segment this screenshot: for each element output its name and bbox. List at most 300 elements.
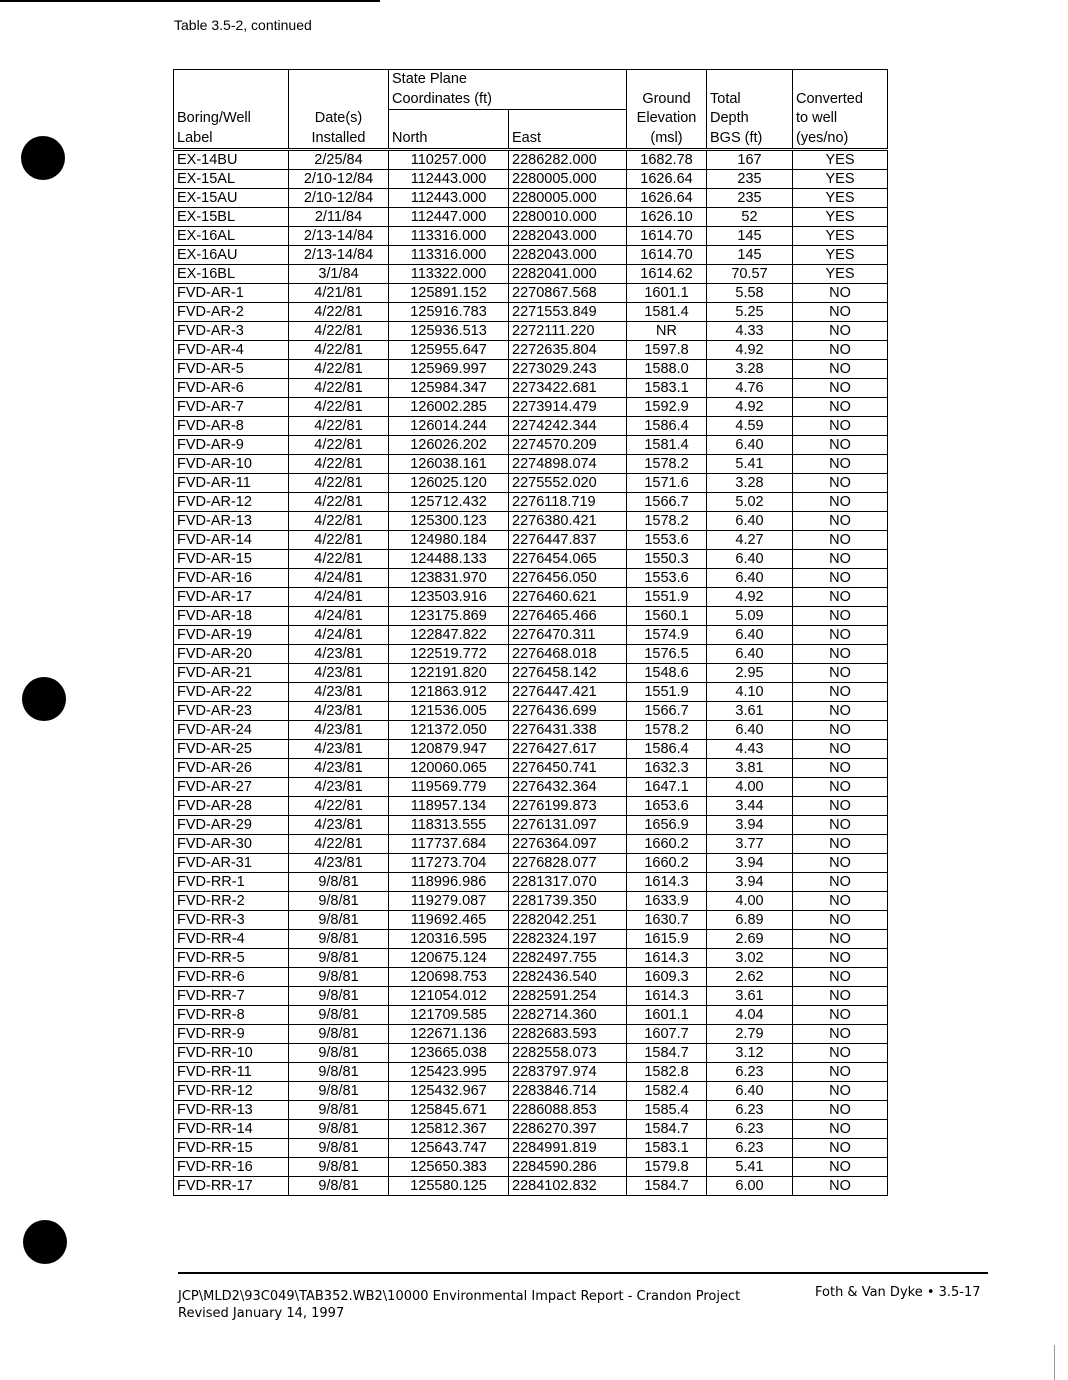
table-row [174,968,888,987]
cell-north: 119569.779 [389,778,509,797]
cell-date: 9/8/81 [289,873,389,892]
cell-north: 124980.184 [389,531,509,550]
cell-elevation: 1614.3 [627,873,707,892]
cell-north: 118313.555 [389,816,509,835]
cell-date: 4/23/81 [289,683,389,702]
cell-east: 2276364.097 [509,835,627,854]
cell-converted: NO [793,569,888,588]
cell-depth: 3.28 [707,474,793,493]
cell-converted: NO [793,1063,888,1082]
cell-north: 126025.120 [389,474,509,493]
cell-date: 4/24/81 [289,569,389,588]
cell-label: FVD-AR-15 [174,550,289,569]
cell-depth: 3.94 [707,816,793,835]
cell-east: 2276828.077 [509,854,627,873]
footer-page-number: Foth & Van Dyke • 3.5-17 [815,1285,981,1300]
cell-east: 2276118.719 [509,493,627,512]
cell-depth: 3.61 [707,987,793,1006]
table-body [174,150,888,1196]
cell-converted: NO [793,1139,888,1158]
cell-converted: NO [793,493,888,512]
punch-hole [23,1220,67,1264]
cell-depth: 6.40 [707,436,793,455]
cell-converted: YES [793,208,888,227]
cell-depth: 5.58 [707,284,793,303]
cell-date: 4/22/81 [289,531,389,550]
cell-converted: YES [793,227,888,246]
cell-elevation: 1586.4 [627,740,707,759]
cell-converted: NO [793,702,888,721]
table-row [174,626,888,645]
cell-converted: NO [793,417,888,436]
table-row [174,569,888,588]
cell-north: 118996.986 [389,873,509,892]
table-row [174,1158,888,1177]
cell-elevation: 1633.9 [627,892,707,911]
cell-label: FVD-AR-27 [174,778,289,797]
table-row [174,1082,888,1101]
cell-elevation: 1614.3 [627,949,707,968]
table-row [174,645,888,664]
cell-north: 120060.065 [389,759,509,778]
cell-label: FVD-AR-5 [174,360,289,379]
cell-elevation: 1574.9 [627,626,707,645]
cell-depth: 4.92 [707,398,793,417]
cell-converted: NO [793,474,888,493]
cell-date: 4/22/81 [289,550,389,569]
cell-elevation: 1592.9 [627,398,707,417]
cell-depth: 5.09 [707,607,793,626]
cell-date: 9/8/81 [289,949,389,968]
cell-label: FVD-AR-19 [174,626,289,645]
cell-east: 2276427.617 [509,740,627,759]
cell-label: FVD-AR-11 [174,474,289,493]
table-row [174,1063,888,1082]
cell-label: EX-15BL [174,208,289,227]
cell-elevation: 1551.9 [627,683,707,702]
cell-north: 120316.595 [389,930,509,949]
cell-converted: NO [793,607,888,626]
cell-converted: NO [793,1082,888,1101]
cell-north: 117273.704 [389,854,509,873]
cell-elevation: 1582.4 [627,1082,707,1101]
header-boring-well-label: Boring/Well Label [174,70,289,150]
cell-depth: 4.76 [707,379,793,398]
header-east: East [509,110,627,150]
cell-east: 2272111.220 [509,322,627,341]
cell-label: FVD-AR-17 [174,588,289,607]
table-row [174,740,888,759]
cell-north: 125580.125 [389,1177,509,1196]
table-row [174,208,888,227]
cell-label: FVD-AR-29 [174,816,289,835]
punch-hole [21,136,65,180]
cell-east: 2276468.018 [509,645,627,664]
cell-east: 2282714.360 [509,1006,627,1025]
cell-date: 4/22/81 [289,303,389,322]
table-row [174,911,888,930]
cell-north: 122519.772 [389,645,509,664]
cell-label: EX-16AU [174,246,289,265]
cell-elevation: 1653.6 [627,797,707,816]
cell-date: 4/22/81 [289,360,389,379]
cell-depth: 3.44 [707,797,793,816]
cell-depth: 6.23 [707,1139,793,1158]
cell-east: 2280005.000 [509,170,627,189]
cell-north: 113316.000 [389,227,509,246]
cell-north: 113316.000 [389,246,509,265]
cell-depth: 6.40 [707,1082,793,1101]
cell-depth: 4.33 [707,322,793,341]
cell-date: 9/8/81 [289,1139,389,1158]
cell-east: 2276199.873 [509,797,627,816]
top-edge-rule [0,0,380,2]
cell-north: 112443.000 [389,170,509,189]
cell-north: 121372.050 [389,721,509,740]
cell-east: 2286270.397 [509,1120,627,1139]
cell-date: 2/10-12/84 [289,170,389,189]
cell-label: FVD-AR-28 [174,797,289,816]
cell-label: FVD-AR-16 [174,569,289,588]
cell-north: 125969.997 [389,360,509,379]
table-row [174,284,888,303]
cell-elevation: 1579.8 [627,1158,707,1177]
cell-depth: 4.04 [707,1006,793,1025]
cell-north: 125845.671 [389,1101,509,1120]
cell-depth: 6.23 [707,1101,793,1120]
table-row [174,322,888,341]
table-row [174,303,888,322]
cell-north: 125432.967 [389,1082,509,1101]
cell-elevation: 1571.6 [627,474,707,493]
cell-east: 2281317.070 [509,873,627,892]
cell-east: 2273422.681 [509,379,627,398]
cell-date: 4/23/81 [289,759,389,778]
cell-north: 122847.822 [389,626,509,645]
header-total-depth: Total Depth BGS (ft) [707,70,793,150]
table-row [174,474,888,493]
cell-depth: 6.40 [707,569,793,588]
cell-depth: 235 [707,189,793,208]
cell-label: FVD-RR-14 [174,1120,289,1139]
table-caption: Table 3.5-2, continued [174,17,312,33]
cell-elevation: 1609.3 [627,968,707,987]
cell-east: 2272635.804 [509,341,627,360]
table-row [174,227,888,246]
table-row [174,493,888,512]
cell-date: 2/25/84 [289,150,389,170]
cell-north: 122191.820 [389,664,509,683]
table-row [174,455,888,474]
cell-elevation: 1682.78 [627,150,707,170]
cell-north: 112447.000 [389,208,509,227]
cell-converted: NO [793,398,888,417]
cell-elevation: 1581.4 [627,436,707,455]
cell-elevation: 1585.4 [627,1101,707,1120]
cell-east: 2274242.344 [509,417,627,436]
cell-north: 120879.947 [389,740,509,759]
table-row [174,1139,888,1158]
cell-east: 2282324.197 [509,930,627,949]
cell-east: 2273914.479 [509,398,627,417]
cell-converted: NO [793,892,888,911]
cell-depth: 2.95 [707,664,793,683]
cell-label: FVD-AR-30 [174,835,289,854]
cell-north: 121709.585 [389,1006,509,1025]
cell-date: 4/22/81 [289,341,389,360]
cell-north: 125712.432 [389,493,509,512]
cell-depth: 4.43 [707,740,793,759]
cell-north: 123503.916 [389,588,509,607]
cell-date: 4/23/81 [289,816,389,835]
footer-left [178,1288,740,1322]
cell-date: 9/8/81 [289,1120,389,1139]
cell-east: 2284991.819 [509,1139,627,1158]
cell-converted: NO [793,1044,888,1063]
cell-depth: 5.25 [707,303,793,322]
cell-converted: YES [793,246,888,265]
cell-label: EX-16AL [174,227,289,246]
cell-converted: NO [793,531,888,550]
cell-elevation: 1626.64 [627,189,707,208]
cell-east: 2276450.741 [509,759,627,778]
table-row [174,170,888,189]
cell-converted: NO [793,1158,888,1177]
cell-elevation: 1647.1 [627,778,707,797]
cell-elevation: 1566.7 [627,493,707,512]
cell-converted: NO [793,284,888,303]
table-row [174,816,888,835]
table-row [174,265,888,284]
cell-label: FVD-AR-1 [174,284,289,303]
cell-date: 4/23/81 [289,645,389,664]
table-row [174,246,888,265]
cell-elevation: 1576.5 [627,645,707,664]
cell-converted: NO [793,455,888,474]
cell-date: 4/22/81 [289,835,389,854]
cell-label: FVD-AR-22 [174,683,289,702]
cell-depth: 2.62 [707,968,793,987]
cell-label: FVD-AR-20 [174,645,289,664]
cell-east: 2282497.755 [509,949,627,968]
cell-converted: NO [793,740,888,759]
cell-date: 4/22/81 [289,379,389,398]
cell-north: 120698.753 [389,968,509,987]
cell-converted: NO [793,968,888,987]
header-state-plane-coordinates: State Plane Coordinates (ft) [389,70,627,110]
cell-depth: 3.61 [707,702,793,721]
cell-label: FVD-AR-3 [174,322,289,341]
table-row [174,189,888,208]
cell-date: 4/24/81 [289,626,389,645]
table-row [174,949,888,968]
cell-date: 9/8/81 [289,987,389,1006]
cell-elevation: 1548.6 [627,664,707,683]
cell-converted: NO [793,512,888,531]
cell-label: FVD-AR-24 [174,721,289,740]
cell-date: 9/8/81 [289,892,389,911]
table-row [174,1177,888,1196]
cell-label: FVD-RR-8 [174,1006,289,1025]
table-row [174,683,888,702]
cell-elevation: 1601.1 [627,284,707,303]
cell-depth: 6.23 [707,1120,793,1139]
cell-date: 9/8/81 [289,1063,389,1082]
cell-label: FVD-RR-11 [174,1063,289,1082]
cell-elevation: 1581.4 [627,303,707,322]
cell-label: FVD-AR-18 [174,607,289,626]
cell-converted: NO [793,626,888,645]
cell-depth: 52 [707,208,793,227]
cell-east: 2286088.853 [509,1101,627,1120]
table-row [174,797,888,816]
cell-converted: NO [793,1177,888,1196]
cell-depth: 3.28 [707,360,793,379]
cell-elevation: 1660.2 [627,854,707,873]
cell-depth: 6.00 [707,1177,793,1196]
cell-date: 9/8/81 [289,1006,389,1025]
cell-east: 2282436.540 [509,968,627,987]
cell-label: FVD-AR-12 [174,493,289,512]
data-table [173,69,888,1196]
cell-converted: NO [793,987,888,1006]
table-row [174,778,888,797]
cell-converted: NO [793,664,888,683]
cell-north: 120675.124 [389,949,509,968]
cell-label: FVD-RR-9 [174,1025,289,1044]
cell-converted: NO [793,588,888,607]
table-row [174,531,888,550]
cell-north: 110257.000 [389,150,509,170]
cell-label: EX-15AU [174,189,289,208]
table-row [174,1006,888,1025]
cell-depth: 4.00 [707,778,793,797]
scan-edge-line [1054,1345,1055,1380]
cell-east: 2276456.050 [509,569,627,588]
cell-date: 4/24/81 [289,588,389,607]
cell-date: 9/8/81 [289,1082,389,1101]
cell-east: 2274570.209 [509,436,627,455]
cell-east: 2273029.243 [509,360,627,379]
table-row [174,987,888,1006]
cell-north: 121863.912 [389,683,509,702]
cell-date: 4/22/81 [289,398,389,417]
cell-converted: YES [793,170,888,189]
cell-elevation: 1626.64 [627,170,707,189]
cell-north: 123831.970 [389,569,509,588]
cell-date: 4/24/81 [289,607,389,626]
cell-date: 4/23/81 [289,664,389,683]
cell-label: FVD-AR-10 [174,455,289,474]
cell-date: 4/23/81 [289,702,389,721]
cell-depth: 235 [707,170,793,189]
cell-date: 4/23/81 [289,854,389,873]
cell-elevation: NR [627,322,707,341]
cell-east: 2284102.832 [509,1177,627,1196]
table-row [174,379,888,398]
cell-date: 4/22/81 [289,797,389,816]
cell-elevation: 1578.2 [627,721,707,740]
cell-date: 2/10-12/84 [289,189,389,208]
cell-converted: NO [793,721,888,740]
cell-elevation: 1656.9 [627,816,707,835]
header-ground-elevation: Ground Elevation (msl) [627,70,707,150]
cell-depth: 5.02 [707,493,793,512]
cell-elevation: 1601.1 [627,1006,707,1025]
cell-elevation: 1553.6 [627,531,707,550]
cell-north: 119279.087 [389,892,509,911]
cell-north: 125300.123 [389,512,509,531]
cell-north: 123175.869 [389,607,509,626]
cell-east: 2276431.338 [509,721,627,740]
cell-date: 2/11/84 [289,208,389,227]
cell-east: 2276131.097 [509,816,627,835]
table-row [174,892,888,911]
cell-label: FVD-RR-1 [174,873,289,892]
cell-north: 121536.005 [389,702,509,721]
cell-east: 2282558.073 [509,1044,627,1063]
cell-date: 9/8/81 [289,911,389,930]
table-row [174,1025,888,1044]
cell-depth: 4.59 [707,417,793,436]
table-row [174,835,888,854]
cell-converted: NO [793,797,888,816]
cell-depth: 4.10 [707,683,793,702]
cell-depth: 6.23 [707,1063,793,1082]
cell-east: 2276447.421 [509,683,627,702]
table-row [174,1044,888,1063]
cell-east: 2281739.350 [509,892,627,911]
cell-east: 2276447.837 [509,531,627,550]
cell-converted: NO [793,645,888,664]
cell-elevation: 1583.1 [627,1139,707,1158]
cell-label: FVD-AR-26 [174,759,289,778]
cell-label: FVD-AR-31 [174,854,289,873]
cell-depth: 3.81 [707,759,793,778]
cell-elevation: 1630.7 [627,911,707,930]
cell-north: 121054.012 [389,987,509,1006]
cell-east: 2276380.421 [509,512,627,531]
table-row [174,550,888,569]
cell-east: 2282043.000 [509,227,627,246]
cell-converted: NO [793,683,888,702]
cell-east: 2282042.251 [509,911,627,930]
cell-elevation: 1588.0 [627,360,707,379]
cell-label: FVD-RR-4 [174,930,289,949]
cell-date: 4/21/81 [289,284,389,303]
cell-date: 4/22/81 [289,493,389,512]
cell-depth: 3.12 [707,1044,793,1063]
header-dates-installed: Date(s) Installed [289,70,389,150]
cell-elevation: 1615.9 [627,930,707,949]
cell-converted: NO [793,911,888,930]
cell-converted: NO [793,436,888,455]
cell-elevation: 1614.70 [627,246,707,265]
cell-label: FVD-AR-6 [174,379,289,398]
cell-date: 9/8/81 [289,1025,389,1044]
cell-converted: NO [793,930,888,949]
cell-label: FVD-AR-21 [174,664,289,683]
cell-depth: 3.77 [707,835,793,854]
footer-revised: Revised January 14, 1997 [178,1306,345,1321]
table-row [174,702,888,721]
table-row [174,150,888,170]
cell-converted: NO [793,360,888,379]
cell-east: 2276432.364 [509,778,627,797]
cell-east: 2280005.000 [509,189,627,208]
cell-converted: YES [793,265,888,284]
cell-east: 2280010.000 [509,208,627,227]
